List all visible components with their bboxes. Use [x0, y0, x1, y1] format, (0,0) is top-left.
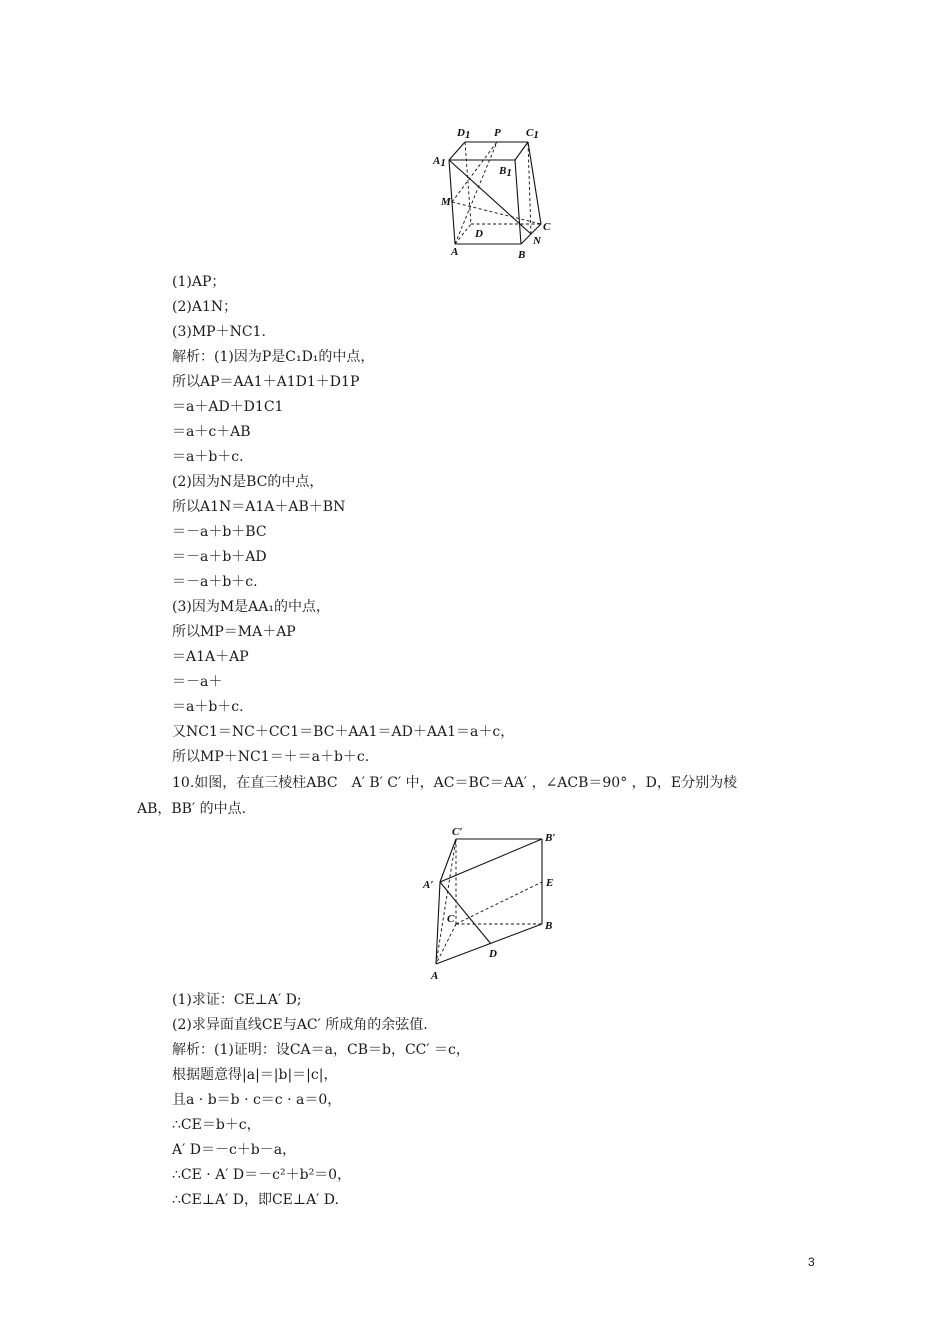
text-line: 根据题意得|a|＝|b|＝|c|， — [172, 1067, 338, 1083]
label-a-prime: A′ — [423, 879, 434, 891]
text-line: (2)A1N； — [172, 299, 238, 315]
label-p: P — [494, 127, 501, 139]
text-line: (3)MP＋NC1. — [172, 324, 266, 340]
text-line: ＝－a＋b＋c. — [172, 574, 258, 590]
label-c: C — [447, 913, 455, 925]
label-b: B — [545, 920, 553, 932]
text-line: ＝a＋c＋AB — [172, 424, 251, 440]
text-line: (2)求异面直线CE与AC′ 所成角的余弦值. — [172, 1017, 428, 1033]
text-line: 又NC1＝NC＋CC1＝BC＋AA1＝AD＋AA1＝a＋c， — [172, 724, 515, 740]
figure-triangular-prism — [418, 822, 568, 984]
label-a: A — [431, 970, 439, 982]
text-line: 所以AP＝AA1＋A1D1＋D1P — [172, 374, 360, 390]
text-line: ＝a＋b＋c. — [172, 699, 244, 715]
text-line: ∴CE⊥A′ D，即CE⊥A′ D. — [172, 1192, 339, 1208]
question-10-line-1: 10.如图，在直三棱柱ABC A′ B′ C′ 中，AC＝BC＝AA′ ，∠ACB＝90° ，D，E分别为棱 — [172, 775, 738, 791]
text-line: 解析：(1)因为P是C₁D₁的中点， — [172, 349, 375, 365]
label-d: D — [475, 228, 483, 240]
text-line: ＝－a＋b＋AD — [172, 549, 267, 565]
label-b1: B1 — [499, 165, 512, 179]
label-c1: C1 — [526, 127, 539, 141]
text-line: 所以MP＋NC1＝＋＝a＋b＋c. — [172, 749, 370, 765]
label-c: C — [543, 221, 551, 233]
text-line: ＝a＋AD＋D1C1 — [172, 399, 284, 415]
text-line: (2)因为N是BC的中点， — [172, 474, 324, 490]
text-line: ∴CE · A′ D＝－c²＋b²＝0， — [172, 1167, 352, 1183]
label-e: E — [546, 877, 554, 889]
text-line: ＝a＋b＋c. — [172, 449, 244, 465]
text-line: 且a · b＝b · c＝c · a＝0， — [172, 1092, 342, 1108]
text-line: ∴CE＝b＋c， — [172, 1117, 261, 1133]
text-line: (3)因为M是AA₁的中点， — [172, 599, 330, 615]
text-line: A′ D＝－c＋b－a， — [172, 1142, 297, 1158]
label-d1: D1 — [457, 127, 471, 141]
label-n: N — [533, 235, 541, 247]
text-line: (1)求证：CE⊥A′ D; — [172, 992, 302, 1008]
prism-diagram — [418, 822, 568, 984]
text-line: ＝A1A＋AP — [172, 649, 249, 665]
text-line: 所以A1N＝A1A＋AB＋BN — [172, 499, 346, 515]
figure-parallelepiped — [425, 120, 565, 265]
label-d: D — [489, 948, 497, 960]
label-a: A — [451, 246, 459, 258]
label-a1: A1 — [433, 155, 446, 169]
text-line: ＝－a＋ — [172, 674, 223, 690]
parallelepiped-diagram — [425, 120, 565, 265]
text-line: 解析：(1)证明：设CA＝a，CB＝b，CC′ ＝c， — [172, 1042, 470, 1058]
text-line: ＝－a＋b＋BC — [172, 524, 267, 540]
label-c-prime: C′ — [452, 826, 463, 838]
label-b-prime: B′ — [545, 832, 556, 844]
text-line: 所以MP＝MA＋AP — [172, 624, 296, 640]
question-10-line-2: AB，BB′ 的中点. — [137, 801, 247, 817]
text-line: (1)AP； — [172, 274, 226, 290]
label-b: B — [518, 249, 526, 261]
label-m: M — [441, 196, 451, 208]
page-number: 3 — [808, 1255, 815, 1269]
